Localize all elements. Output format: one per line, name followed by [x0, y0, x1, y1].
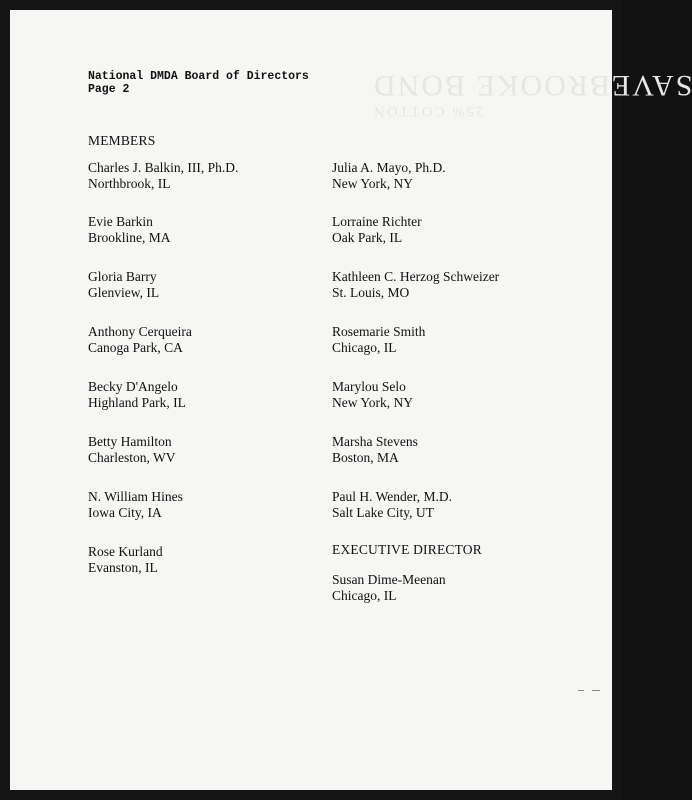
member-location: Oak Park, IL: [332, 230, 403, 245]
member-entry: [88, 544, 163, 576]
member-name: Betty Hamilton: [88, 434, 172, 449]
executive-director-name: Susan Dime-Meenan: [332, 572, 446, 587]
member-name: Becky D'Angelo: [88, 379, 178, 394]
member-name: Rosemarie Smith: [332, 324, 426, 339]
paper-watermark: [372, 68, 692, 119]
member-location: Charleston, WV: [88, 450, 176, 465]
member-entry: [332, 434, 418, 466]
member-name: Paul H. Wender, M.D.: [332, 489, 452, 504]
member-name: Julia A. Mayo, Ph.D.: [332, 160, 446, 175]
executive-director-entry: [332, 572, 446, 604]
member-name: N. William Hines: [88, 489, 183, 504]
member-entry: [332, 269, 499, 301]
member-location: St. Louis, MO: [332, 285, 410, 300]
member-entry: [88, 324, 192, 356]
member-entry: [88, 160, 238, 192]
executive-director-location: Chicago, IL: [332, 588, 397, 603]
member-name: Evie Barkin: [88, 214, 153, 229]
member-location: Brookline, MA: [88, 230, 171, 245]
member-location: Highland Park, IL: [88, 395, 186, 410]
member-entry: [332, 214, 422, 246]
member-name: Kathleen C. Herzog Schweizer: [332, 269, 500, 284]
page-header: [88, 70, 309, 96]
header-title: National DMDA Board of Directors: [88, 70, 309, 83]
member-location: Boston, MA: [332, 450, 399, 465]
member-name: Charles J. Balkin, III, Ph.D.: [88, 160, 239, 175]
member-entry: [88, 214, 171, 246]
member-location: Iowa City, IA: [88, 505, 162, 520]
member-location: Chicago, IL: [332, 340, 397, 355]
document-page: [10, 10, 692, 790]
member-name: Lorraine Richter: [332, 214, 422, 229]
member-entry: [332, 324, 425, 356]
member-entry: [332, 489, 452, 521]
member-entry: [332, 160, 446, 192]
members-heading: MEMBERS: [88, 133, 156, 148]
member-entry: [88, 434, 176, 466]
member-entry: [332, 379, 413, 411]
member-location: New York, NY: [332, 176, 414, 191]
member-location: Canoga Park, CA: [88, 340, 183, 355]
member-name: Rose Kurland: [88, 544, 163, 559]
header-page-number: Page 2: [88, 83, 130, 96]
member-name: Gloria Barry: [88, 269, 157, 284]
member-location: Northbrook, IL: [88, 176, 171, 191]
member-entry: [88, 379, 186, 411]
member-name: Marsha Stevens: [332, 434, 418, 449]
scan-marks: [578, 690, 602, 694]
member-name: Marylou Selo: [332, 379, 406, 394]
member-entry: [88, 489, 183, 521]
member-entry: [88, 269, 159, 301]
watermark-line-1: 25% COTTON: [372, 103, 484, 119]
member-location: Salt Lake City, UT: [332, 505, 434, 520]
member-location: Glenview, IL: [88, 285, 160, 300]
member-location: Evanston, IL: [88, 560, 158, 575]
executive-director-heading: EXECUTIVE DIRECTOR: [332, 542, 482, 557]
member-location: New York, NY: [332, 395, 414, 410]
member-name: Anthony Cerqueira: [88, 324, 192, 339]
watermark-line-2: SAVEBROOKE BOND: [372, 69, 692, 102]
